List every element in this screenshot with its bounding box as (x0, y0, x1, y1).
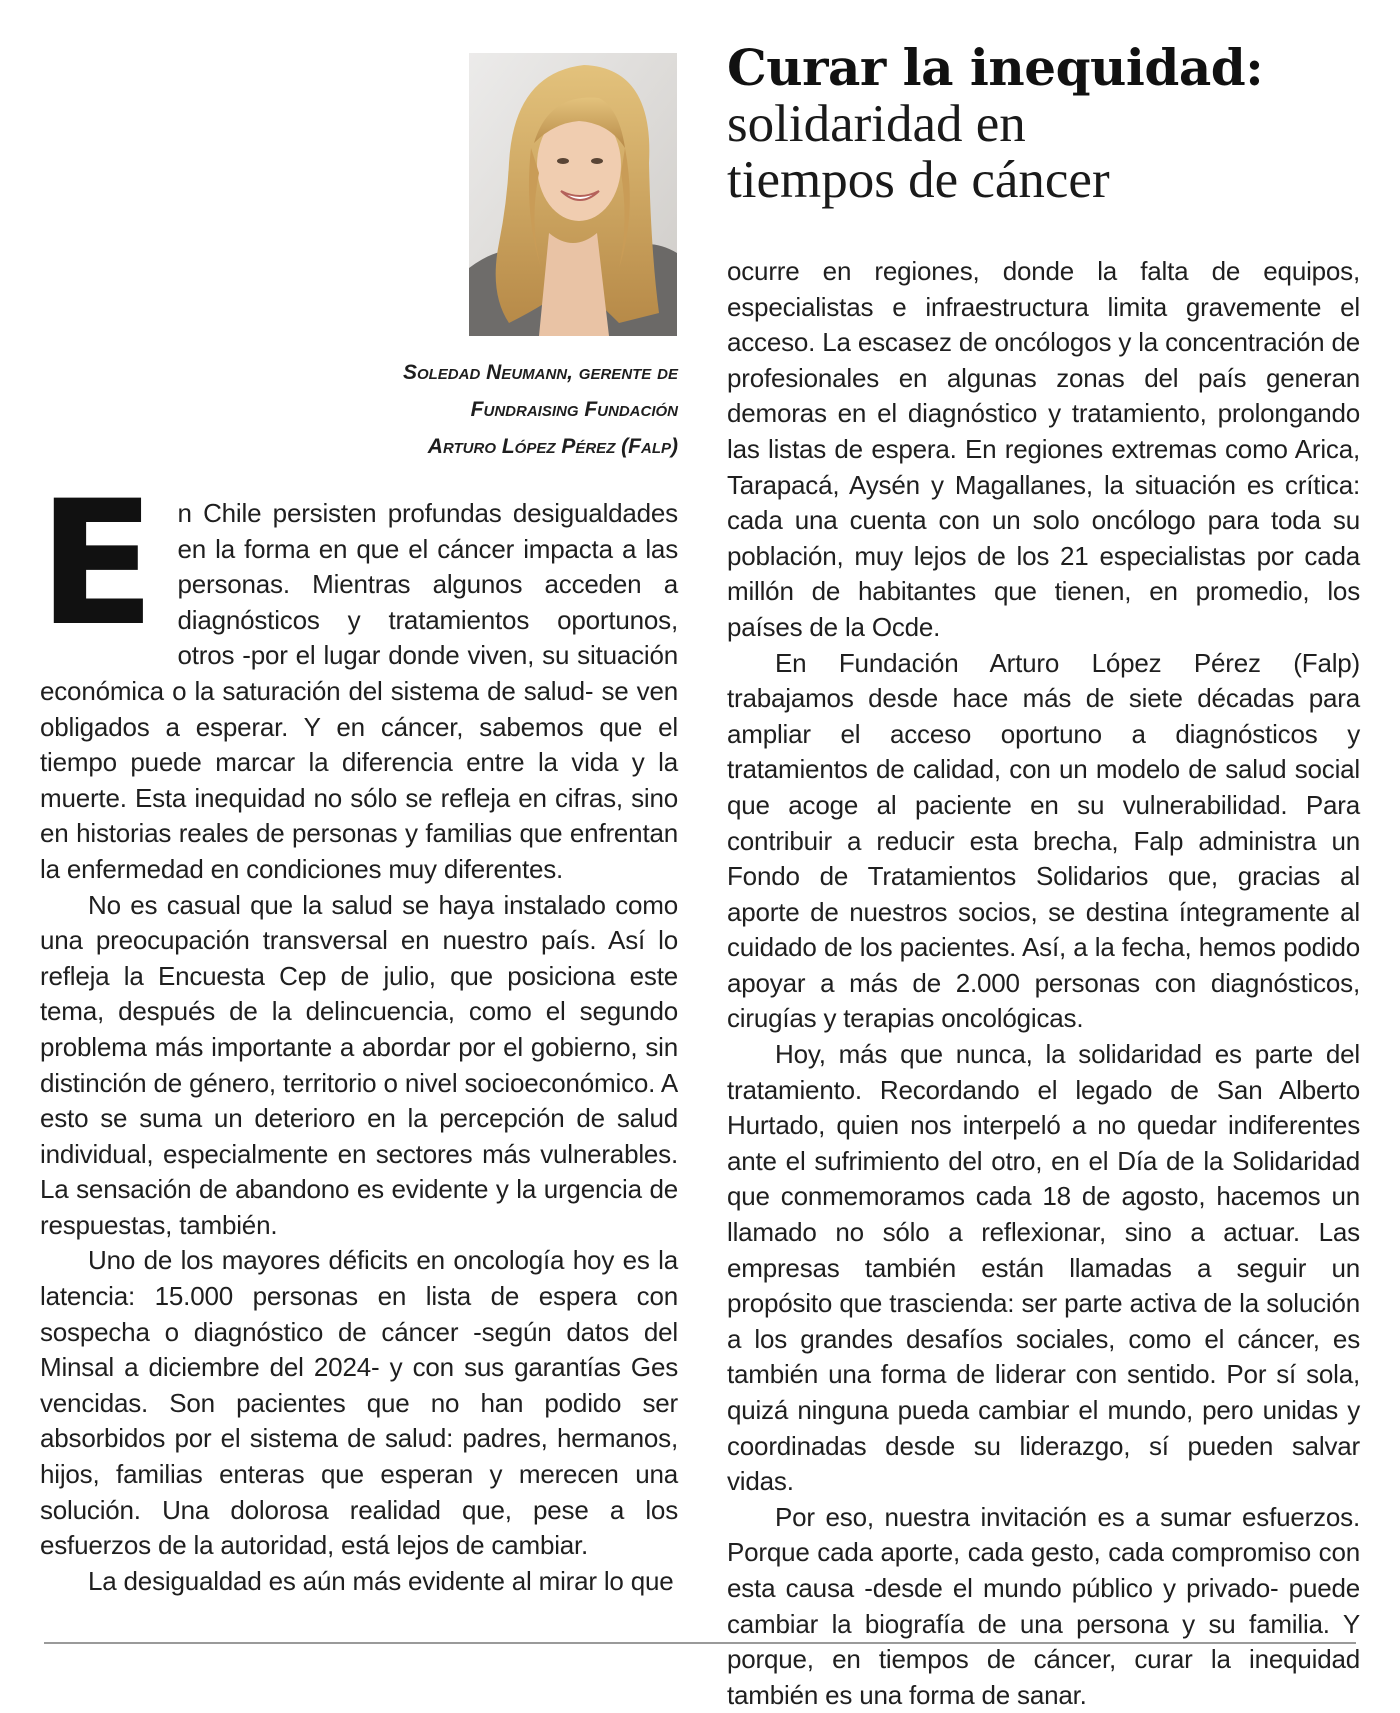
author-byline (260, 354, 678, 465)
drop-cap: E (38, 463, 156, 664)
paragraph-4-start: La desigualdad es aún más evidente al mirar lo que (88, 1565, 674, 1596)
title-line-2: solidaridad en (727, 95, 1026, 153)
title-line-3: tiempos de cáncer (727, 151, 1110, 209)
paragraph-2: No es casual que la salud se haya instalado como una preocupación transversal en nuestro país. Así lo refleja la Encuesta Cep de julio, que posiciona este tema, después de la delincuencia, como el segundo problema más importante a abordar por el gobierno, sin distinción de género, territorio o nivel socioeconómico. A esto se suma un deterioro en la percepción de salud individual, especialmente en sectores más vulnerables. La sensación de abandono es evidente y la urgencia de respuestas, también. (40, 889, 678, 1240)
byline-line-2: Fundraising Fundación (470, 398, 678, 421)
paragraph-5: En Fundación Arturo López Pérez (Falp) trabajamos desde hace más de siete décadas para ampliar el acceso oportuno a diagnósticos y tratamientos de calidad, con un modelo de salud social que acoge al paciente en su vulnerabilidad. Para contribuir a reducir esta brecha, Falp administra un Fondo de Tratamientos Solidarios que, gracias al aporte de nuestros socios, se destina íntegramente al cuidado de los pacientes. Así, a la fecha, hemos podido apoyar a más de 2.000 personas con diagnósticos, cirugías y terapias oncológicas. (727, 647, 1360, 1034)
paragraph-6: Hoy, más que nunca, la solidaridad es parte del tratamiento. Recordando el legado de San Alberto Hurtado, quien nos interpeló a no quedar indiferentes ante el sufrimiento del otro, en el Día de la Solidaridad que conmemoramos cada 18 de agosto, hacemos un llamado no sólo a reflexionar, sino a actuar. Las empresas también están llamadas a seguir un propósito que trascienda: ser parte activa de la solución a los grandes desafíos sociales, como el cáncer, es también una forma de liderar con sentido. Por sí sola, quizá ninguna pueda cambiar el mundo, pero unidas y coordinadas desde su liderazgo, sí pueden salvar vidas. (727, 1039, 1360, 1497)
byline-line-1: Soledad Neumann, gerente de (402, 361, 678, 384)
bottom-rule (44, 1642, 1356, 1644)
author-photo (469, 53, 677, 336)
title-bold-line: Curar la inequidad: (727, 38, 1264, 97)
paragraph-3: Uno de los mayores déficits en oncología hoy es la latencia: 15.000 personas en lista de espera con sospecha o diagnóstico de cáncer -según datos del Minsal a diciembre del 2024- y con sus garantías Ges vencidas. Son pacientes que no han podido ser absorbidos por el sistema de salud: padres, hermanos, hijos, familias enteras que esperan y merecen una solución. Una dolorosa realidad que, pese a los esfuerzos de la autoridad, está lejos de cambiar. (40, 1245, 678, 1561)
left-column (38, 463, 678, 1599)
paragraph-4-continued: ocurre en regiones, donde la falta de equipos, especialistas e infraestructura limita gravemente el acceso. La escasez de oncólogos y la concentración de profesionales en algunas zonas del país generan demoras en el diagnóstico y tratamiento, prolongando las listas de espera. En regiones extremas como Arica, Tarapacá, Aysén y Magallanes, la situación es crítica: cada una cuenta con un solo oncólogo para toda su población, muy lejos de los 21 especialistas por cada millón de habitantes que tienen, en promedio, los países de la Ocde. (727, 256, 1360, 642)
paragraph-1: n Chile persisten profundas desigualdades en la forma en que el cáncer impacta a las personas. Mientras algunos acceden a diagnósticos y tratamientos oportunos, otros -por el lugar donde viven, su situación económica o la saturación del sistema de salud- se ven obligados a esperar. Y en cáncer, sabemos que el tiempo puede marcar la diferencia entre la vida y la muerte. Esta inequidad no sólo se refleja en cifras, sino en historias reales de personas y familias que enfrentan la enfermedad en condiciones muy diferentes. (40, 498, 678, 884)
author-portrait-image (469, 53, 677, 336)
article-title (727, 40, 1367, 208)
paragraph-7: Por eso, nuestra invitación es a sumar esfuerzos. Porque cada aporte, cada gesto, cada compromiso con esta causa -desde el mundo público y privado- puede cambiar la biografía de una persona y su familia. Y porque, en tiempos de cáncer, curar la inequidad también es una forma de sanar. (727, 1501, 1360, 1710)
byline-line-3: Arturo López Pérez (Falp) (427, 435, 678, 458)
right-column (727, 254, 1360, 1713)
